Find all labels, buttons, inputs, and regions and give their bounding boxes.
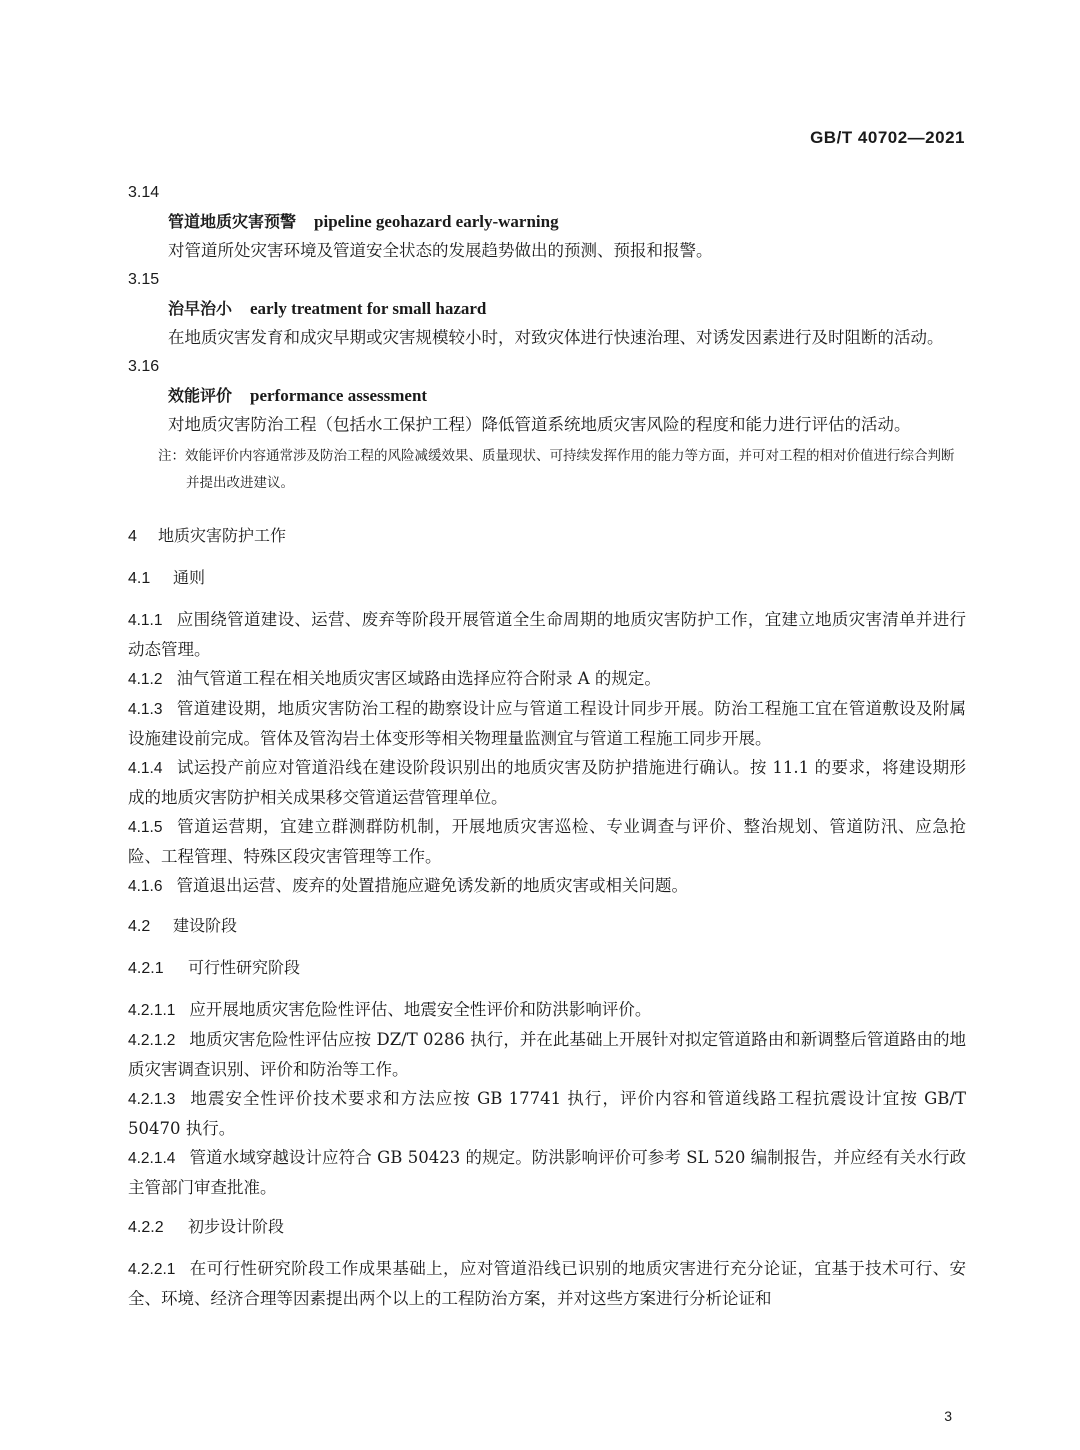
term-note [128, 443, 966, 497]
clause-number: 4.2.1.4 [128, 1150, 176, 1167]
term-definition: 对地质灾害防治工程（包括水工保护工程）降低管道系统地质灾害风险的程度和能力进行评估的活动。 [168, 415, 911, 434]
section-heading [128, 911, 966, 941]
subsection-number: 4.2.1 [128, 960, 164, 977]
page-number: 3 [944, 1408, 952, 1424]
clause-number: 4.2.1.1 [128, 1002, 176, 1019]
subsection-title: 可行性研究阶段 [188, 958, 301, 977]
subsection-title: 初步设计阶段 [188, 1217, 285, 1236]
clause-text: 管道建设期，地质灾害防治工程的勘察设计应与管道工程设计同步开展。防治工程施工宜在管道敷设及附属设施建设前完成。管体及管沟岩土体变形等相关物理量监测宜与管道工程施工同步开展。 [128, 699, 966, 748]
clause-number: 4.2.1.2 [128, 1032, 176, 1049]
clause-text: 应围绕管道建设、运营、废弃等阶段开展管道全生命周期的地质灾害防护工作，宜建立地质灾害清单并进行动态管理。 [128, 610, 966, 659]
term-heading [128, 207, 966, 236]
clause-text: 管道退出运营、废弃的处置措施应避免诱发新的地质灾害或相关问题。 [176, 876, 688, 895]
subsection-heading [128, 1212, 966, 1242]
term-definition: 对管道所处灾害环境及管道安全状态的发展趋势做出的预测、预报和报警。 [168, 241, 713, 260]
section-title: 建设阶段 [173, 916, 238, 935]
term-definition: 在地质灾害发育和成灾早期或灾害规模较小时，对致灾体进行快速治理、对诱发因素进行及时阻断的活动。 [168, 328, 944, 347]
chapter-number: 4 [128, 528, 137, 545]
section-number: 4.1 [128, 570, 151, 587]
clause [128, 812, 966, 871]
clause-text: 油气管道工程在相关地质灾害区域路由选择应符合附录 A 的规定。 [176, 669, 661, 688]
term-cn: 效能评价 [168, 386, 233, 405]
clause-text: 地震安全性评价技术要求和方法应按 GB 17741 执行，评价内容和管道线路工程抗震设计宜按 GB/T 50470 执行。 [128, 1089, 966, 1138]
clause-number: 4.1.4 [128, 760, 163, 777]
term-number: 3.14 [128, 184, 160, 201]
clause [128, 694, 966, 753]
clause [128, 995, 966, 1025]
clause-number: 4.2.2.1 [128, 1261, 176, 1278]
term-en: performance assessment [250, 386, 428, 405]
chapter-heading [128, 521, 966, 551]
clause [128, 753, 966, 812]
term-en: early treatment for small hazard [250, 299, 487, 318]
clause [128, 871, 966, 901]
clause-number: 4.1.6 [128, 878, 163, 895]
clause-text: 应开展地质灾害危险性评估、地震安全性评价和防洪影响评价。 [189, 1000, 652, 1019]
section-heading [128, 563, 966, 593]
clause [128, 605, 966, 664]
standard-code: GB/T 40702—2021 [810, 128, 965, 147]
term-cn: 治早治小 [168, 299, 233, 318]
subsection-heading [128, 953, 966, 983]
clause [128, 664, 966, 694]
chapter-title: 地质灾害防护工作 [158, 526, 287, 545]
clause [128, 1025, 966, 1084]
clause-text: 试运投产前应对管道沿线在建设阶段识别出的地质灾害及防护措施进行确认。按 11.1 的要求，将建设期形成的地质灾害防护相关成果移交管道运营管理单位。 [128, 758, 966, 807]
document-body [128, 178, 966, 1313]
clause-number: 4.1.1 [128, 612, 163, 629]
clause [128, 1254, 966, 1313]
clause-number: 4.2.1.3 [128, 1091, 176, 1108]
clause-number: 4.1.3 [128, 701, 163, 718]
term-number: 3.15 [128, 271, 160, 288]
term-cn: 管道地质灾害预警 [168, 212, 297, 231]
section-number: 4.2 [128, 918, 151, 935]
note-text: 效能评价内容通常涉及防治工程的风险减缓效果、质量现状、可持续发挥作用的能力等方面，并可对工程的相对价值进行综合判断并提出改进建议。 [185, 448, 955, 491]
clause-text: 地质灾害危险性评估应按 DZ/T 0286 执行，并在此基础上开展针对拟定管道路由和新调整后管道路由的地质灾害调查识别、评价和防治等工作。 [128, 1030, 966, 1079]
clause-text: 管道水域穿越设计应符合 GB 50423 的规定。防洪影响评价可参考 SL 520 编制报告，并应经有关水行政主管部门审查批准。 [128, 1148, 966, 1197]
section-title: 通则 [173, 568, 206, 587]
term-heading [128, 294, 966, 323]
clause-text: 在可行性研究阶段工作成果基础上，应对管道沿线已识别的地质灾害进行充分论证，宜基于技术可行、安全、环境、经济合理等因素提出两个以上的工程防治方案，并对这些方案进行分析论证和 [128, 1259, 966, 1308]
term-heading [128, 381, 966, 410]
clause-number: 4.1.2 [128, 671, 163, 688]
clause [128, 1084, 966, 1143]
note-label: 注： [158, 448, 185, 464]
subsection-number: 4.2.2 [128, 1219, 164, 1236]
clause-text: 管道运营期，宜建立群测群防机制，开展地质灾害巡检、专业调查与评价、整治规划、管道防汛、应急抢险、工程管理、特殊区段灾害管理等工作。 [128, 817, 966, 866]
clause [128, 1143, 966, 1202]
term-en: pipeline geohazard early-warning [314, 212, 559, 231]
clause-number: 4.1.5 [128, 819, 163, 836]
term-number: 3.16 [128, 358, 160, 375]
